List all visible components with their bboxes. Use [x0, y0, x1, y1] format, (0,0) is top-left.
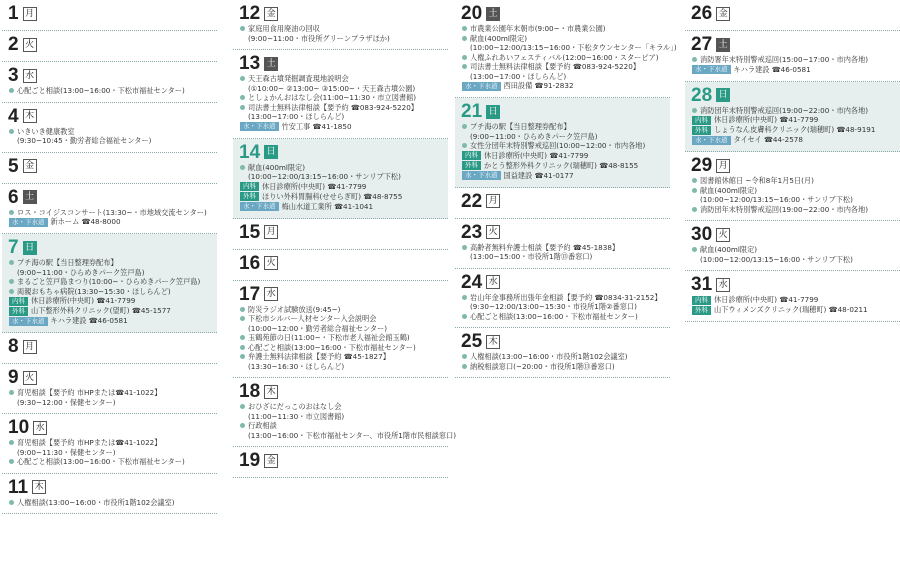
- event-text: (9:00~11:00・市役所グリーンプラザほか): [248, 33, 390, 43]
- day-cell: [685, 31, 900, 82]
- day-cell: [2, 364, 217, 414]
- day-number: 11: [8, 476, 29, 498]
- day-cell: [455, 98, 670, 188]
- day-header: [691, 4, 896, 23]
- event-item: [8, 457, 213, 467]
- day-of-week: 水: [486, 275, 500, 289]
- day-number: 8: [8, 336, 19, 357]
- day-of-week: 日: [264, 145, 278, 159]
- day-of-week: 日: [716, 88, 730, 102]
- day-of-week: 火: [23, 38, 37, 52]
- event-item: [239, 163, 444, 182]
- event-item: [239, 74, 444, 93]
- event-text: 心配ごと相談(13:00~16:00・下松市福祉センター): [470, 311, 638, 321]
- day-header: [8, 107, 213, 126]
- day-header: [8, 66, 213, 85]
- day-header: [8, 238, 213, 257]
- day-number: 12: [239, 3, 261, 24]
- duty-contact: [239, 182, 444, 192]
- day-number: 3: [8, 65, 19, 86]
- event-text: 弁護士無料法律相談【要予約 ☎45-1827】: [248, 352, 390, 361]
- day-header: [239, 54, 444, 73]
- event-text: 高齢者無料弁護士相談【要予約 ☎45-1838】: [470, 242, 620, 252]
- day-number: 22: [461, 190, 483, 212]
- day-of-week: 木: [264, 385, 278, 399]
- day-of-week: 火: [486, 225, 500, 239]
- duty-contact-text: 国益建設 ☎41-0177: [503, 170, 574, 180]
- day-header: [239, 451, 444, 470]
- day-of-week: 月: [716, 159, 730, 173]
- event-text: (13:00~17:00・ほしらんど): [470, 71, 567, 81]
- duty-contact: [239, 192, 444, 202]
- day-number: 7: [8, 237, 19, 258]
- event-item: [8, 388, 213, 407]
- event-text: 司法書士無料法律相談【要予約 ☎083-924-5220】: [248, 102, 418, 112]
- day-of-week: 水: [33, 421, 47, 435]
- calendar-column: [233, 0, 456, 478]
- event-text: (①10:00~ ②13:00~ ③15:00~・天王森古墳公園): [248, 83, 416, 93]
- day-of-week: 金: [716, 7, 730, 21]
- day-header: [691, 156, 896, 175]
- event-item: [461, 352, 666, 362]
- duty-contact-text: 西田設備 ☎91-2832: [503, 81, 574, 90]
- event-text: 消防団年末特別警戒巡回(19:00~22:00・市内各地): [700, 204, 869, 214]
- day-of-week: 金: [23, 159, 37, 173]
- event-text: プチ海の駅【当日整理券配布】: [470, 122, 571, 131]
- event-item: [691, 245, 896, 264]
- day-cell: [685, 0, 900, 31]
- day-cell: [455, 269, 670, 329]
- duty-contact: [239, 122, 444, 132]
- duty-contact-text: 竹安工事 ☎41-1850: [281, 121, 352, 131]
- day-number: 21: [461, 101, 483, 122]
- day-header: [461, 223, 666, 242]
- event-text: 岩山年金事務所出張年金相談【要予約 ☎0834-31-2152】: [470, 292, 662, 302]
- event-text: 下松市シルバー人材センター入会説明会: [248, 314, 377, 323]
- day-number: 10: [8, 417, 30, 438]
- event-item: [461, 122, 666, 141]
- event-text: 心配ごと相談(13:00~16:00・下松市福祉センター): [248, 342, 416, 352]
- water-service-tag: 水・下水道: [240, 122, 279, 131]
- day-of-week: 木: [486, 335, 500, 349]
- duty-contact: [461, 161, 666, 171]
- day-of-week: 木: [23, 109, 37, 123]
- event-text: 両親おもちゃ病院(13:30~15:30・ほしらんど): [17, 286, 171, 296]
- duty-contact: [8, 296, 213, 306]
- day-header: [691, 225, 896, 244]
- event-text: プチ海の駅【当日整理券配布】: [17, 258, 118, 267]
- day-number: 25: [461, 331, 483, 352]
- event-text: (10:00~12:00/13:15~16:00・下松タウンセンター「キラル」): [470, 43, 677, 52]
- day-number: 27: [691, 34, 713, 55]
- duty-contact-text: かとう整形外科クリニック(瑞穂町) ☎48-8155: [484, 160, 639, 170]
- internal-medicine-tag: 内科: [9, 297, 28, 306]
- day-header: [8, 157, 213, 176]
- event-text: (13:00~16:00・下松市福祉センター、市役所1階市民相談窓口): [248, 430, 456, 440]
- day-of-week: 金: [264, 454, 278, 468]
- day-header: [239, 285, 444, 304]
- duty-contact-text: 山下ウィメンズクリニック(瑞穂町) ☎48-0211: [714, 305, 868, 314]
- day-cell: [685, 82, 900, 153]
- event-text: (13:00~15:00・市役所1階⑬番窓口): [470, 252, 593, 261]
- day-number: 20: [461, 3, 483, 24]
- day-header: [239, 223, 444, 242]
- day-number: 4: [8, 105, 19, 127]
- duty-contact-text: 休日診療所(中央町) ☎41-7799: [714, 295, 819, 304]
- day-number: 26: [691, 3, 713, 24]
- water-service-tag: 水・下水道: [9, 317, 48, 326]
- event-text: いきいき健康教室: [17, 126, 75, 136]
- event-text: 女性分団年末特別警戒巡回(10:00~12:00・市内各地): [470, 141, 646, 150]
- event-item: [461, 312, 666, 322]
- day-cell: [2, 153, 217, 184]
- day-cell: [233, 139, 448, 219]
- day-header: [461, 273, 666, 292]
- day-of-week: 土: [716, 38, 730, 52]
- event-item: [461, 33, 677, 53]
- day-number: 18: [239, 381, 261, 402]
- event-text: 消防署年末特別警戒巡回(15:00~17:00・市内各地): [700, 55, 869, 64]
- day-cell: [455, 0, 677, 98]
- event-text: (10:00~12:00/13:15~16:00・サンリブ下松): [248, 172, 401, 181]
- water-service-tag: 水・下水道: [9, 218, 48, 227]
- day-header: [691, 35, 896, 54]
- event-text: としょかんおはなし会(11:00~11:30・市立図書館): [248, 93, 417, 102]
- event-item: [461, 62, 666, 81]
- duty-contact: [8, 306, 213, 316]
- day-header: [461, 192, 666, 211]
- day-of-week: 月: [264, 225, 278, 239]
- event-text: (9:00~11:30・保健センター): [17, 447, 116, 457]
- duty-contact: [239, 202, 444, 212]
- event-item: [461, 24, 666, 34]
- day-of-week: 火: [23, 371, 37, 385]
- duty-contact: [691, 115, 896, 125]
- event-text: 図書館休館日 ~令和8年1月5日(月): [700, 176, 814, 185]
- day-cell: [2, 31, 217, 62]
- duty-contact: [691, 305, 896, 315]
- duty-contact-text: 梅山水道工業所 ☎41-1041: [281, 201, 374, 211]
- event-item: [239, 305, 444, 315]
- event-item: [8, 277, 213, 287]
- day-cell: [2, 474, 217, 515]
- day-of-week: 日: [486, 105, 500, 119]
- calendar-column: [455, 0, 677, 378]
- water-service-tag: 水・下水道: [240, 202, 279, 211]
- event-item: [461, 293, 666, 312]
- day-cell: [233, 50, 448, 139]
- day-cell: [2, 103, 217, 153]
- day-cell: [233, 378, 456, 447]
- day-number: 14: [239, 141, 261, 163]
- event-item: [691, 186, 896, 205]
- event-text: 人権相談(13:00~16:00・市役所1階102会議室): [470, 352, 628, 361]
- event-text: (13:30~16:30・ほしらんど): [248, 361, 345, 371]
- day-header: [8, 368, 213, 387]
- day-of-week: 土: [486, 7, 500, 21]
- day-header: [239, 382, 444, 401]
- event-text: まるごと笠戸島まつり(10:00~・ひらめきパーク笠戸島): [17, 277, 201, 286]
- day-number: 1: [8, 3, 19, 24]
- water-service-tag: 水・下水道: [692, 65, 731, 74]
- day-of-week: 日: [23, 241, 37, 255]
- event-item: [691, 205, 896, 215]
- day-cell: [455, 219, 670, 269]
- event-text: 納税相談窓口(~20:00・市役所1階⑬番窓口): [470, 361, 615, 371]
- day-header: [8, 4, 213, 23]
- event-text: 献血(400ml限定): [248, 162, 306, 172]
- duty-contact: [461, 151, 666, 161]
- day-of-week: 金: [264, 7, 278, 21]
- duty-contact-text: 山下整形外科クリニック(望町) ☎45-1577: [31, 306, 171, 315]
- day-cell: [685, 271, 900, 322]
- day-header: [8, 35, 213, 54]
- event-item: [239, 103, 444, 122]
- event-text: 人権ふれあいフェスティバル(12:00~16:00・スターピア): [470, 52, 659, 62]
- day-header: [691, 86, 896, 105]
- surgery-tag: 外科: [692, 306, 711, 315]
- event-text: (10:00~12:00・勤労者総合福祉センター): [248, 323, 388, 333]
- day-of-week: 木: [32, 480, 46, 494]
- duty-contact-text: 新ホーム ☎48-8000: [50, 217, 121, 226]
- duty-contact-text: 休日診療所(中央町) ☎41-7799: [31, 296, 136, 305]
- day-header: [8, 188, 213, 207]
- event-item: [8, 208, 213, 218]
- duty-contact: [461, 171, 666, 181]
- internal-medicine-tag: 内科: [692, 116, 711, 125]
- day-number: 31: [691, 274, 713, 295]
- surgery-tag: 外科: [692, 126, 711, 135]
- surgery-tag: 外科: [9, 307, 28, 316]
- event-text: (10:00~12:00/13:15~16:00・サンリブ下松): [700, 254, 853, 264]
- water-service-tag: 水・下水道: [462, 82, 501, 91]
- day-header: [461, 332, 666, 351]
- duty-contact-text: 休日診療所(中央町) ☎41-7799: [714, 115, 819, 124]
- event-text: 献血(400ml限定): [700, 185, 758, 195]
- duty-contact-text: しょうなん皮膚科クリニック(瑞穂町) ☎48-9191: [714, 125, 876, 134]
- day-cell: [685, 221, 900, 271]
- event-text: 献血(400ml限定): [470, 33, 528, 43]
- event-item: [239, 352, 444, 371]
- internal-medicine-tag: 内科: [462, 151, 481, 160]
- day-number: 17: [239, 283, 261, 305]
- day-cell: [2, 333, 217, 364]
- event-text: (9:30~10:45・勤労者総合福祉センター): [17, 136, 152, 145]
- day-number: 30: [691, 224, 713, 245]
- event-text: 司法書士無料法律相談【要予約 ☎083-924-5220】: [470, 62, 640, 71]
- day-header: [8, 337, 213, 356]
- duty-contact: [8, 217, 213, 227]
- day-cell: [2, 184, 217, 235]
- day-header: [8, 478, 213, 497]
- day-cell: [233, 281, 448, 379]
- internal-medicine-tag: 内科: [240, 182, 259, 191]
- event-item: [461, 141, 666, 151]
- event-item: [461, 362, 666, 372]
- duty-contact: [691, 125, 896, 135]
- internal-medicine-tag: 内科: [692, 296, 711, 305]
- event-text: 玉鶴苑節の日(11:00~・下松市老人福祉会館玉鶴): [248, 333, 410, 342]
- day-header: [8, 418, 213, 437]
- duty-contact: [691, 295, 896, 305]
- event-text: 育児相談【要予約 市HPまたは☎41-1022】: [17, 388, 162, 397]
- event-item: [239, 343, 444, 353]
- day-number: 19: [239, 450, 261, 471]
- surgery-tag: 外科: [462, 161, 481, 170]
- water-service-tag: 水・下水道: [692, 136, 731, 145]
- event-item: [239, 93, 444, 103]
- day-number: 15: [239, 221, 261, 243]
- day-of-week: 月: [23, 340, 37, 354]
- event-item: [8, 86, 213, 96]
- day-cell: [2, 234, 217, 333]
- day-of-week: 火: [264, 256, 278, 270]
- duty-contact: [691, 65, 896, 75]
- day-cell: [2, 0, 217, 31]
- event-text: (13:00~17:00・ほしらんど): [248, 112, 345, 121]
- event-text: 育児相談【要予約 市HPまたは☎41-1022】: [17, 438, 162, 447]
- day-number: 16: [239, 252, 261, 274]
- day-cell: [685, 152, 900, 221]
- event-text: 献血(400ml限定): [700, 245, 758, 254]
- duty-contact-text: タイセイ ☎44-2578: [733, 135, 803, 144]
- event-item: [8, 438, 213, 457]
- event-text: おひざにだっこのおはなし会: [248, 402, 342, 411]
- event-item: [461, 243, 666, 262]
- day-of-week: 月: [23, 7, 37, 21]
- day-number: 23: [461, 221, 483, 243]
- day-of-week: 水: [23, 69, 37, 83]
- surgery-tag: 外科: [240, 192, 259, 201]
- duty-contact-text: ほりい外科胃腸科(せせらぎ町) ☎48-8755: [262, 191, 403, 201]
- event-item: [8, 498, 213, 508]
- duty-contact-text: 休日診療所(中央町) ☎41-7799: [262, 181, 367, 191]
- event-item: [239, 314, 444, 333]
- day-header: [691, 275, 896, 294]
- day-number: 24: [461, 271, 483, 293]
- day-cell: [2, 62, 217, 103]
- duty-contact-text: 休日診療所(中央町) ☎41-7799: [484, 150, 589, 160]
- event-text: 家庭用食用廃油の回収: [248, 24, 320, 33]
- event-text: 防災ラジオ試験放送(9:45~): [248, 304, 341, 314]
- event-text: (10:00~12:00/13:15~16:00・サンリブ下松): [700, 195, 853, 204]
- day-number: 13: [239, 53, 261, 74]
- day-cell: [233, 0, 448, 50]
- day-cell: [2, 414, 217, 474]
- duty-contact-text: キハラ建設 ☎46-0581: [733, 64, 811, 74]
- event-item: [8, 127, 213, 146]
- event-item: [691, 106, 896, 116]
- event-item: [239, 421, 456, 440]
- day-of-week: 水: [716, 278, 730, 292]
- day-number: 28: [691, 84, 713, 106]
- event-item: [691, 55, 896, 65]
- day-of-week: 土: [264, 57, 278, 71]
- event-item: [461, 53, 666, 63]
- day-header: [461, 102, 666, 121]
- day-header: [461, 4, 666, 23]
- event-text: (9:00~11:00・ひらめきパーク笠戸島): [470, 131, 598, 141]
- day-header: [239, 4, 444, 23]
- day-cell: [455, 328, 670, 378]
- event-item: [239, 402, 444, 421]
- day-cell: [233, 447, 448, 478]
- duty-contact: [691, 135, 896, 145]
- day-header: [239, 143, 444, 162]
- day-cell: [233, 250, 448, 281]
- event-text: 人権相談(13:00~16:00・市役所1階102会議室): [17, 497, 175, 507]
- water-service-tag: 水・下水道: [462, 171, 501, 180]
- day-header: [239, 254, 444, 273]
- event-text: 心配ごと相談(13:00~16:00・下松市福祉センター): [17, 457, 185, 466]
- day-cell: [455, 188, 670, 219]
- day-number: 2: [8, 34, 19, 55]
- duty-contact-text: キハラ建設 ☎46-0581: [50, 316, 128, 325]
- event-text: 行政相談: [248, 421, 277, 430]
- event-text: 消防団年末特別警戒巡回(19:00~22:00・市内各地): [700, 105, 869, 115]
- day-of-week: 水: [264, 287, 278, 301]
- day-of-week: 土: [23, 190, 37, 204]
- day-of-week: 火: [716, 228, 730, 242]
- event-text: (11:00~11:30・市立図書館): [248, 411, 345, 421]
- event-text: ロス・コイジスコンサート(13:30~・市地域交流センター): [17, 207, 207, 217]
- duty-contact: [8, 316, 213, 326]
- day-number: 5: [8, 155, 19, 177]
- calendar-column: [2, 0, 217, 514]
- event-text: (9:30~12:00/13:00~15:30・市役所1階②番窓口): [470, 302, 637, 311]
- day-number: 6: [8, 186, 19, 208]
- event-item: [239, 333, 444, 343]
- event-item: [8, 258, 213, 277]
- event-item: [239, 24, 444, 43]
- day-number: 9: [8, 367, 19, 388]
- event-text: (9:00~11:00・ひらめきパーク笠戸島): [17, 267, 145, 277]
- event-text: 天王森古墳発掘調査現地説明会: [248, 74, 349, 83]
- duty-contact: [461, 81, 666, 91]
- event-item: [691, 176, 896, 186]
- event-text: (9:30~12:00・保健センター): [17, 397, 116, 407]
- event-item: [8, 287, 213, 297]
- day-of-week: 月: [486, 194, 500, 208]
- calendar-column: [685, 0, 900, 322]
- event-text: 心配ごと相談(13:00~16:00・下松市福祉センター): [17, 86, 185, 95]
- event-text: 市農業公園年末朝市(9:00~・市農業公園): [470, 24, 606, 33]
- day-cell: [233, 219, 448, 250]
- day-number: 29: [691, 155, 713, 176]
